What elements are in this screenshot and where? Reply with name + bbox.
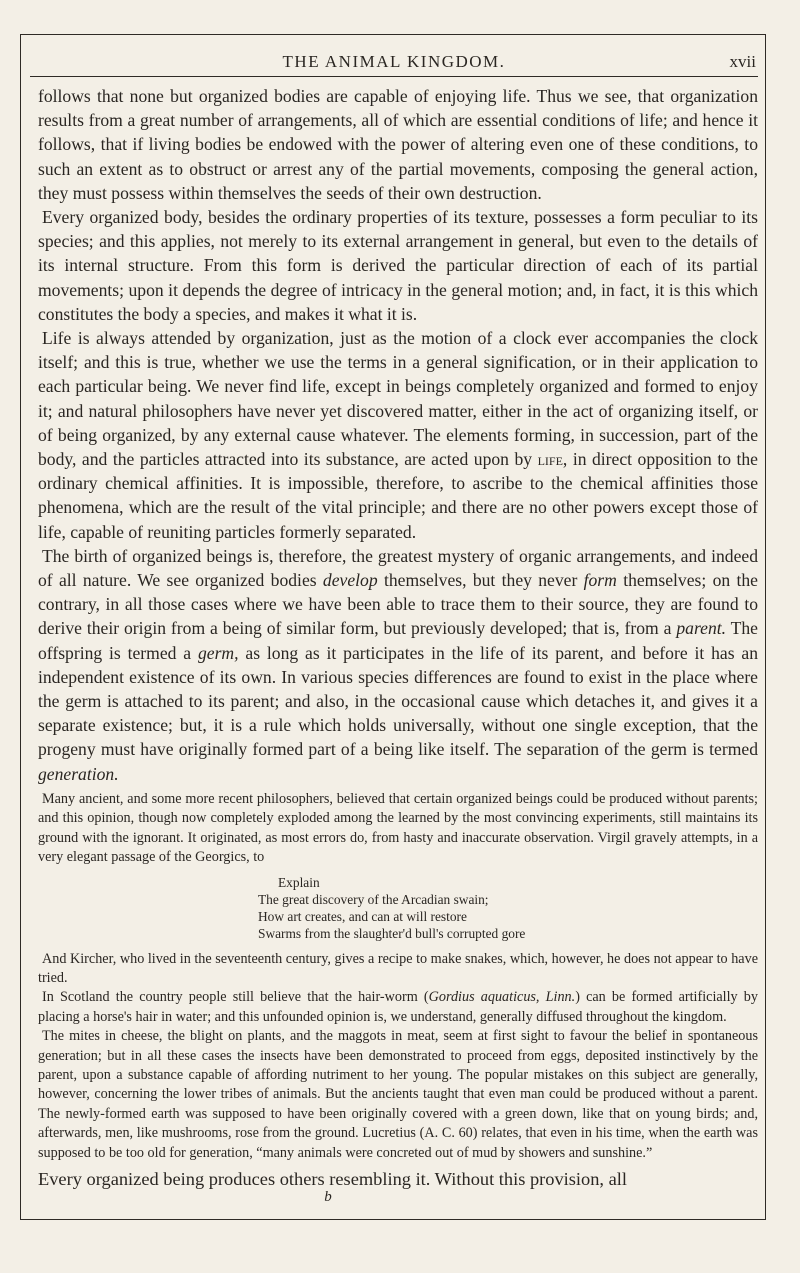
note-4: The mites in cheese, the blight on plants, and the maggots in meat, seem at first sight to favour the belief in spontaneous generation; but in all these cases the insects have been demonstrated to proceed from eggs, deposited instinctively by the parent, upon a substance capable of affording nutriment to her young. The popular mistakes on this subject are generally, however, concerning the lower tribes of animals. But the ancients taught that even man could be produced without a parent. The newly-formed earth was supposed to have been originally covered with a green down, like that on young birds; and, afterwards, men, like mushrooms, rose from the ground. Lucretius (A. C. 60) relates, that even in his time, when the earth was supposed to be too old for generation, “many animals were concreted out of mud by showers and sunshine.” xyxy=(38,1028,758,1161)
parent-term: parent. xyxy=(676,618,727,639)
paragraph-4-part-a: The birth of organized beings is, therefore, the greatest mystery of organic arrangements, and indeed of all nature. We see organized bodies xyxy=(38,545,758,591)
paragraph-4-part-b: themselves, but they never xyxy=(383,570,578,591)
page-number: xvii xyxy=(729,52,756,71)
form-term: form xyxy=(583,570,617,591)
note-3-part-b: ) can be formed artificially by placing a horse's hair in water; and this unfounded opinion is, we understand, generally diffused throughout the kingdom. xyxy=(38,989,758,1025)
note-2: And Kircher, who lived in the seventeenth century, gives a recipe to make snakes, which, however, he does not appear to have tried. xyxy=(38,950,758,986)
germ-term: germ, xyxy=(197,642,239,663)
note-3-part-a: In Scotland the country people still believe that the hair-worm ( xyxy=(42,989,429,1006)
verse-line-4: Swarms from the slaughter'd bull's corrupted gore xyxy=(258,925,526,941)
running-head: THE ANIMAL KINGDOM. xyxy=(282,52,506,71)
paragraph-1: follows that none but organized bodies are capable of enjoying life. Thus we see, that organization results from a great number of arrangements, all of which are essential conditions of life; and hence it follows, that if living bodies be endowed with the power of altering even one of these conditions, to such an extent as to obstruct or arrest any of the partial movements, composing the general action, they must possess within themselves the seeds of their own destruction. xyxy=(38,86,758,203)
closing-line: Every organized being produces others resembling it. Without this provision, all xyxy=(38,1168,628,1189)
paragraph-4-part-c: themselves; on the contrary, in all those cases where we have been able to trace them to their source, they are found to derive their origin from a being of similar form, but previously developed; that is, from a xyxy=(38,570,758,639)
verse-line-2: The great discovery of the Arcadian swain; xyxy=(258,891,489,907)
body-text xyxy=(38,84,758,1206)
verse-line-1: Explain xyxy=(278,874,320,890)
paragraph-4 xyxy=(38,544,758,786)
paragraph-3 xyxy=(38,326,758,544)
latin-name: Gordius aquaticus, Linn. xyxy=(428,989,576,1006)
note-3 xyxy=(38,988,758,1027)
life-term: life, xyxy=(537,449,568,470)
signature-mark: b xyxy=(324,1188,332,1205)
verse-line-3: How art creates, and can at will restore xyxy=(258,908,467,924)
page-header xyxy=(30,46,758,77)
paragraph-4-part-d: The offspring is termed a xyxy=(38,618,758,663)
paragraph-2: Every organized body, besides the ordinary properties of its texture, possesses a form peculiar to its species; and this applies, not merely to its external arrangement in general, but even to the details of its internal structure. From this form is derived the particular direction of each of its partial movements; upon it depends the degree of intricacy in the general motion; and, in fact, it is this which constitutes the body a species, and makes it what it is. xyxy=(38,207,758,324)
paragraph-3-part-2: in direct opposition to the ordinary chemical affinities. It is impossible, therefore, to ascribe to the chemical affinities those phenomena, which are the result of the vital principle; and there are no other powers except those of life, capable of reuniting particles formerly separated. xyxy=(38,449,758,542)
note-1: Many ancient, and some more recent philosophers, believed that certain organized beings could be produced without parents; and this opinion, though now completely exploded among the learned by the most convincing experiments, still maintains its ground with the ignorant. It originated, as most errors do, from hasty and inaccurate observation. Virgil gravely attempts, in a very elegant passage of the Georgics, to xyxy=(38,790,758,866)
generation-term: generation. xyxy=(38,763,119,784)
paragraph-4-part-e: as long as it participates in the life of its parent, and before it has an independent existence of its own. In various species differences are found to exist in the place where the germ is attached to its parent; and also, in the occasional cause which detaches it, and gives it a separate existence; but, it is a rule which holds universally, without one single exception, that the progeny must have originally formed part of a being like itself. The separation of the germ is termed xyxy=(38,642,759,760)
develop-term: develop xyxy=(322,570,378,591)
paragraph-3-part-1: Life is always attended by organization, just as the motion of a clock ever accompanies the clock itself; and this is true, whether we use the terms in a general signification, or in their application to each particular being. We never find life, except in beings completely organized and formed to enjoy it; and natural philosophers have never yet discovered matter, either in the act of organizing itself, or of being organized, by any external cause whatever. The elements forming, in succession, part of the body, and the particles attracted into its substance, are acted upon by xyxy=(38,328,758,470)
verse-quotation xyxy=(258,874,758,942)
